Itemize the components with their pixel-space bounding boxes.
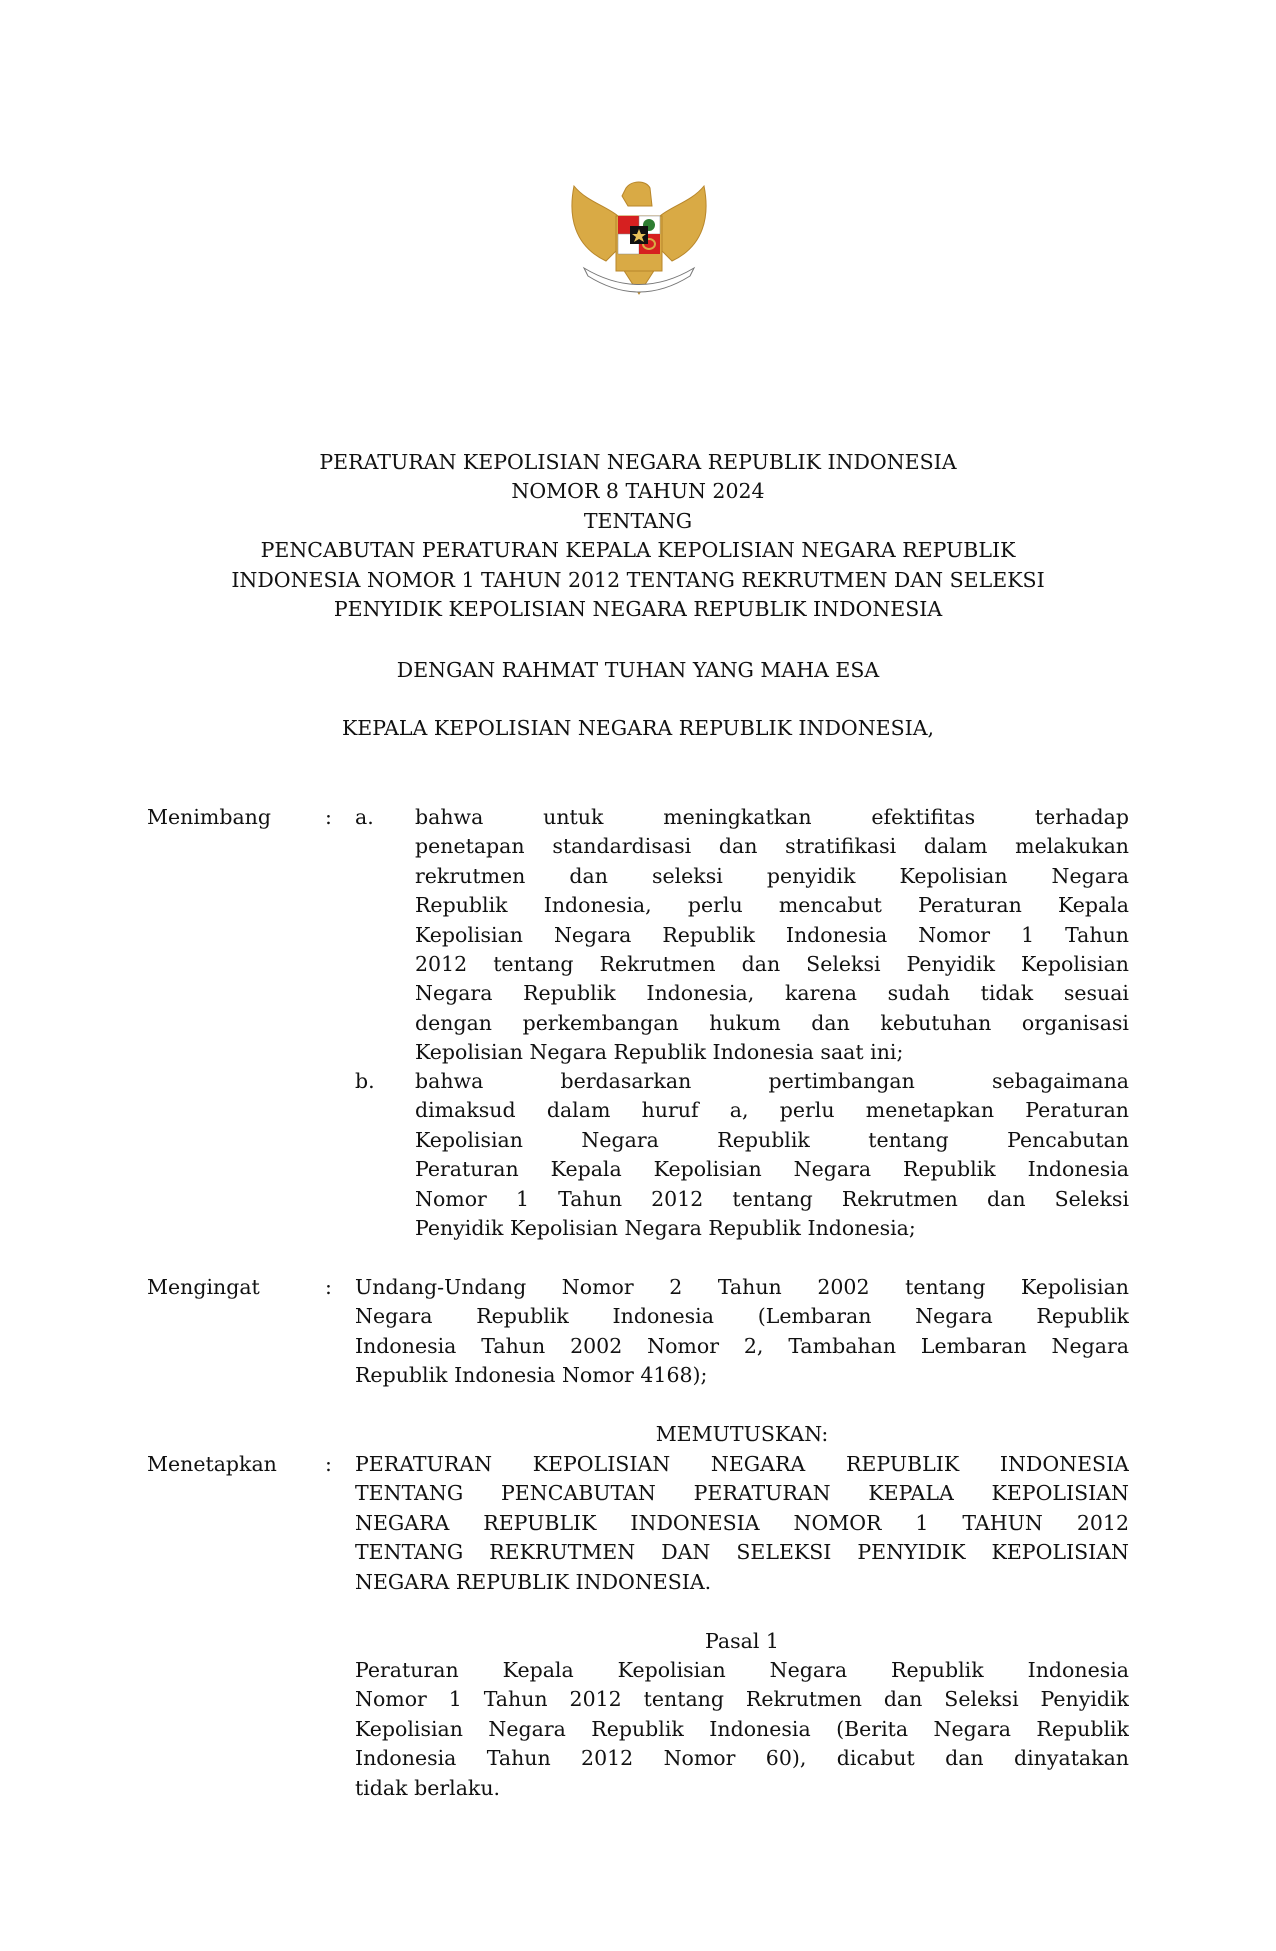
pasal-1-heading: Pasal 1 [705,1629,779,1653]
pasal-1-text [355,1656,1129,1803]
item-marker: a. [355,805,374,829]
text-line: Negara Republik Indonesia (Lembaran Negara Republik [355,1304,1129,1329]
text-line: Penyidik Kepolisian Negara Republik Indonesia; [415,1215,916,1240]
text-line: NEGARA REPUBLIK INDONESIA NOMOR 1 TAHUN 2012 [355,1510,1129,1535]
text-line: Indonesia Tahun 2012 Nomor 60), dicabut dan dinyatakan [355,1746,1129,1771]
text-line: Republik Indonesia Nomor 4168); [355,1363,708,1388]
item-marker: b. [355,1069,375,1093]
garuda-emblem [566,176,712,306]
title-line: PENYIDIK KEPOLISIAN NEGARA REPUBLIK INDONESIA [333,596,943,621]
title-line: PERATURAN KEPOLISIAN NEGARA REPUBLIK INDONESIA [319,450,957,474]
text-line: Negara Republik Indonesia, karena sudah tidak sesuai [415,981,1129,1006]
menetapkan-text [355,1450,1129,1597]
memutuskan-heading: MEMUTUSKAN: [655,1422,829,1446]
issuing-authority: KEPALA KEPOLISIAN NEGARA REPUBLIK INDONESIA, [341,716,935,740]
menimbang-item-b [415,1067,1129,1243]
text-line: Peraturan Kepala Kepolisian Negara Republik Indonesia [355,1658,1129,1682]
title-line: INDONESIA NOMOR 1 TAHUN 2012 TENTANG REKRUTMEN DAN SELEKSI [231,567,1045,592]
text-line: NEGARA REPUBLIK INDONESIA. [355,1569,712,1594]
text-line: TENTANG PENCABUTAN PERATURAN KEPALA KEPOLISIAN [355,1481,1129,1506]
mengingat-text [355,1273,1129,1391]
text-line: dimaksud dalam huruf a, perlu menetapkan Peraturan [415,1098,1129,1123]
text-line: Kepolisian Negara Republik Indonesia saat ini; [415,1040,904,1065]
colon: : [325,1452,332,1476]
text-line: TENTANG REKRUTMEN DAN SELEKSI PENYIDIK KEPOLISIAN [355,1540,1129,1565]
text-line: tidak berlaku. [355,1775,501,1800]
mengingat-label: Mengingat [147,1275,260,1299]
text-line: Peraturan Kepala Kepolisian Negara Republik Indonesia [415,1157,1129,1182]
regulation-title [0,448,1276,624]
text-line: bahwa berdasarkan pertimbangan sebagaimana [415,1069,1129,1093]
text-line: rekrutmen dan seleksi penyidik Kepolisian Negara [415,863,1129,888]
title-line: NOMOR 8 TAHUN 2024 [511,479,765,504]
text-line: Indonesia Tahun 2002 Nomor 2, Tambahan Lembaran Negara [355,1333,1129,1358]
text-line: Kepolisian Negara Republik tentang Pencabutan [415,1127,1129,1152]
text-line: dengan perkembangan hukum dan kebutuhan organisasi [415,1010,1129,1035]
menimbang-label: Menimbang [147,805,271,829]
text-line: penetapan standardisasi dan stratifikasi dalam melakukan [415,834,1129,859]
text-line: Republik Indonesia, perlu mencabut Peraturan Kepala [415,893,1129,918]
text-line: Kepolisian Negara Republik Indonesia Nomor 1 Tahun [415,922,1129,947]
text-line: Undang-Undang Nomor 2 Tahun 2002 tentang Kepolisian [355,1275,1129,1299]
colon: : [325,1275,332,1299]
text-line: Nomor 1 Tahun 2012 tentang Rekrutmen dan Seleksi Penyidik [355,1687,1129,1712]
menetapkan-label: Menetapkan [147,1452,277,1476]
text-line: PERATURAN KEPOLISIAN NEGARA REPUBLIK INDONESIA [355,1452,1129,1476]
title-line: TENTANG [583,508,693,533]
menimbang-item-a [415,803,1129,1068]
text-line: Kepolisian Negara Republik Indonesia (Berita Negara Republik [355,1716,1129,1741]
title-line: PENCABUTAN PERATURAN KEPALA KEPOLISIAN NEGARA REPUBLIK [260,538,1016,563]
text-line: Nomor 1 Tahun 2012 tentang Rekrutmen dan Seleksi [415,1186,1129,1211]
colon: : [325,805,332,829]
text-line: 2012 tentang Rekrutmen dan Seleksi Penyidik Kepolisian [415,951,1129,976]
invocation: DENGAN RAHMAT TUHAN YANG MAHA ESA [396,658,880,682]
text-line: bahwa untuk meningkatkan efektifitas terhadap [415,805,1129,829]
